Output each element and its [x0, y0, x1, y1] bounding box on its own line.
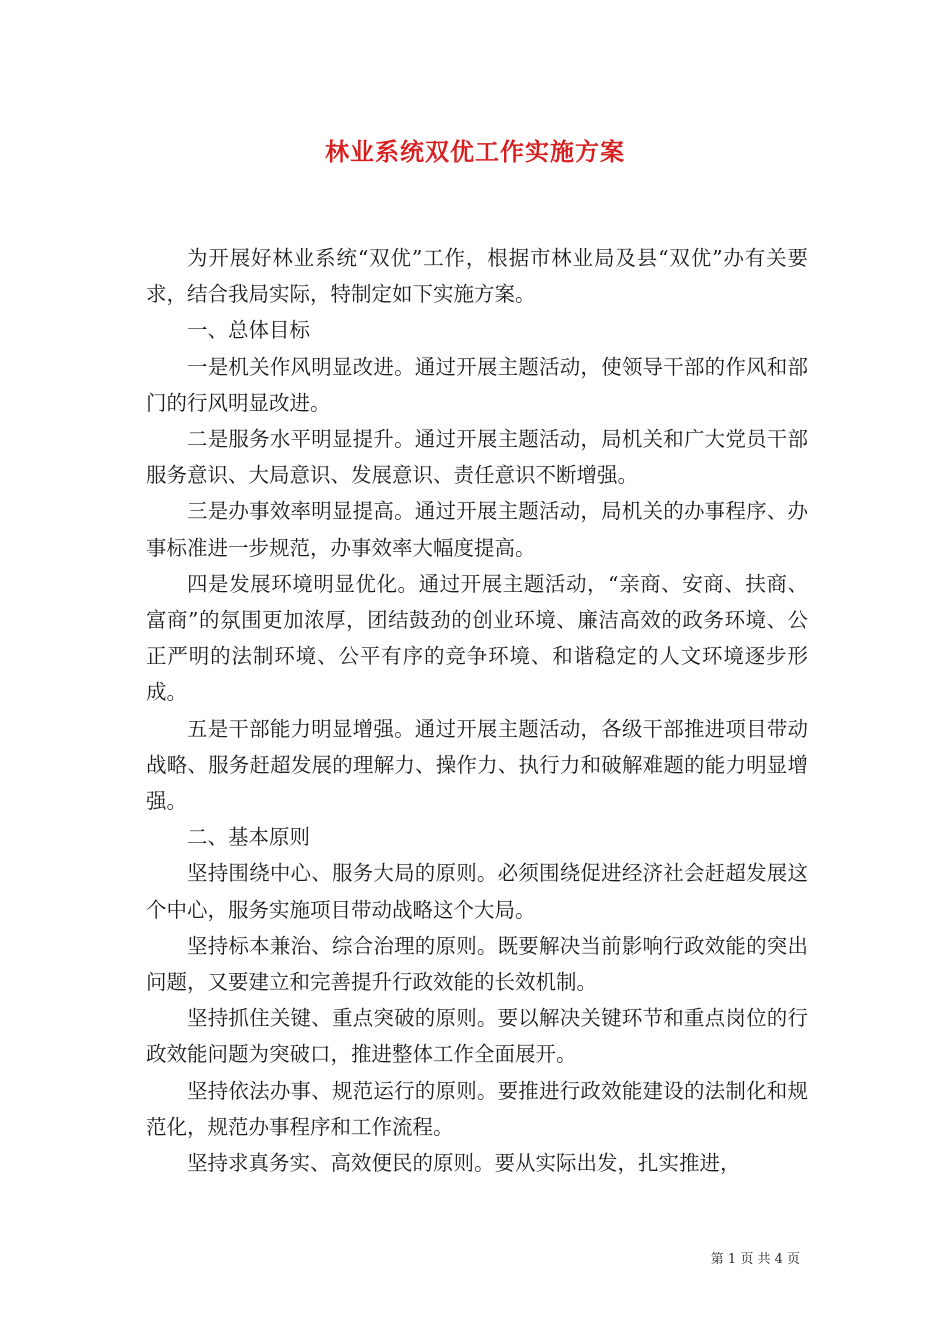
- paragraph-intro: 为开展好林业系统“双优”工作，根据市林业局及县“双优”办有关要求，结合我局实际，特制定如下实施方案。: [146, 246, 808, 307]
- paragraph-principle-4: 坚持依法办事、规范运行的原则。要推进行政效能建设的法制化和规范化，规范办事程序和工作流程。: [146, 1078, 808, 1139]
- paragraph-principle-5: 坚持求真务实、高效便民的原则。要从实际出发，扎实推进，: [187, 1151, 741, 1176]
- paragraph-goal-4: 四是发展环境明显优化。通过开展主题活动，“亲商、安商、扶商、富商”的氛围更加浓厚，团结鼓劲的创业环境、廉洁高效的政务环境、公正严明的法制环境、公平有序的竞争环境、和谐稳定的人文环境逐步形成。: [146, 571, 808, 705]
- paragraph-goal-5: 五是干部能力明显增强。通过开展主题活动，各级干部推进项目带动战略、服务赶超发展的理解力、操作力、执行力和破解难题的能力明显增强。: [146, 716, 808, 814]
- paragraph-principle-2: 坚持标本兼治、综合治理的原则。既要解决当前影响行政效能的突出问题，又要建立和完善提升行政效能的长效机制。: [146, 933, 808, 995]
- section-heading-overall-goals: 一、总体目标: [187, 318, 310, 343]
- paragraph-principle-1: 坚持围绕中心、服务大局的原则。必须围绕促进经济社会赶超发展这个中心，服务实施项目带动战略这个大局。: [146, 861, 808, 922]
- paragraph-principle-3: 坚持抓住关键、重点突破的原则。要以解决关键环节和重点岗位的行政效能问题为突破口，推进整体工作全面展开。: [146, 1006, 808, 1067]
- paragraph-goal-3: 三是办事效率明显提高。通过开展主题活动，局机关的办事程序、办事标准进一步规范，办事效率大幅度提高。: [146, 499, 808, 560]
- page-number-footer: 第 1 页 共 4 页: [710, 1252, 800, 1267]
- paragraph-goal-2: 二是服务水平明显提升。通过开展主题活动，局机关和广大党员干部服务意识、大局意识、发展意识、责任意识不断增强。: [146, 427, 808, 488]
- paragraph-goal-1: 一是机关作风明显改进。通过开展主题活动，使领导干部的作风和部门的行风明显改进。: [146, 354, 808, 415]
- document-body: [146, 240, 808, 1181]
- document-title: 林业系统双优工作实施方案: [325, 137, 625, 166]
- section-heading-basic-principles: 二、基本原则: [187, 825, 310, 850]
